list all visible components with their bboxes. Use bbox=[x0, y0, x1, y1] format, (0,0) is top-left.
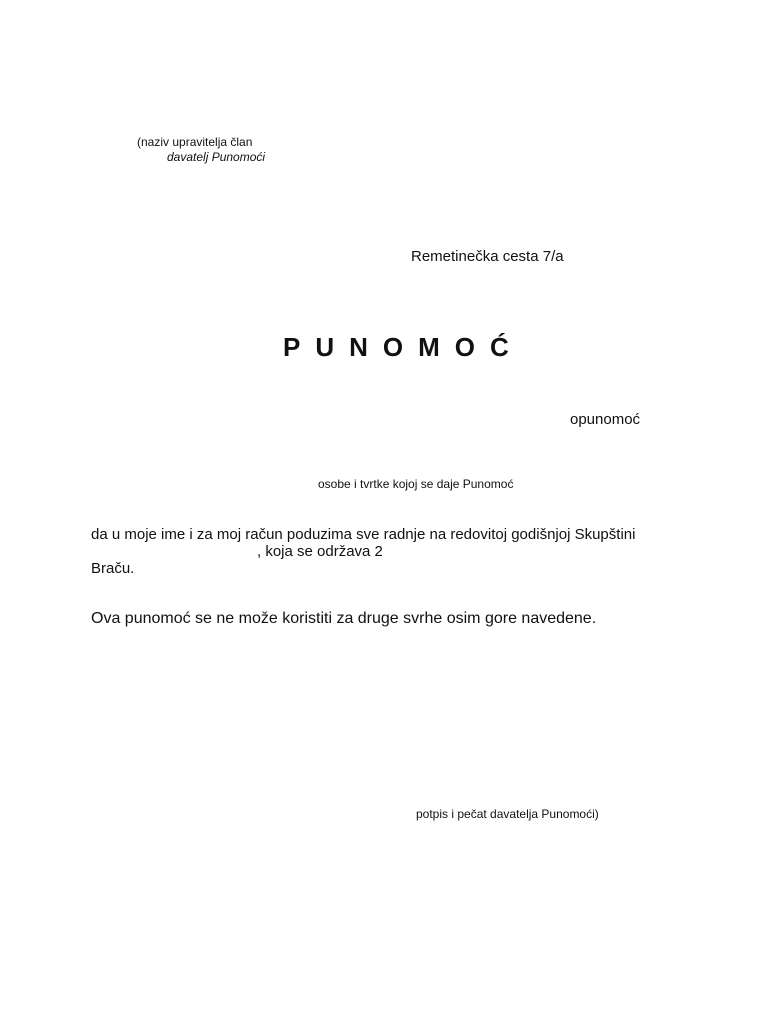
principal-role-label: davatelj Punomoći bbox=[167, 150, 266, 164]
principal-label: (naziv upravitelja član bbox=[137, 135, 253, 149]
authorize-word: opunomoć bbox=[570, 411, 641, 428]
mandate-line-3: Braču. bbox=[91, 560, 135, 577]
mandate-line-1: da u moje ime i za moj račun poduzima sve radnje na redovitoj godišnjoj Skupštini bbox=[91, 526, 636, 543]
address-line: Remetinečka cesta 7/a bbox=[411, 248, 564, 265]
restriction-statement: Ova punomoć se ne može koristiti za druge svrhe osim gore navedene. bbox=[91, 610, 597, 627]
agent-caption: osobe i tvrtke kojoj se daje Punomoć bbox=[318, 477, 514, 491]
document-title: PUNOMOĆ bbox=[283, 332, 524, 362]
signature-caption: potpis i pečat davatelja Punomoći) bbox=[416, 807, 599, 821]
mandate-line-2: , koja se održava 2 bbox=[257, 543, 383, 560]
